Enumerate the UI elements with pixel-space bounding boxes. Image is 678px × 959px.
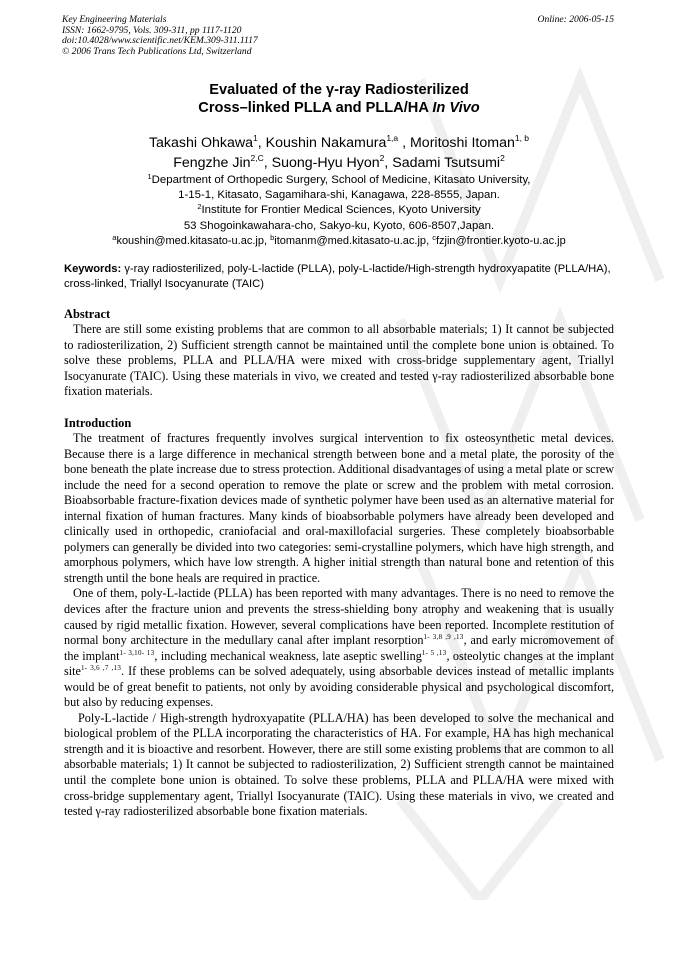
author-affil-mark: 1, b xyxy=(514,133,530,143)
author-affil-mark: 1 xyxy=(253,133,258,143)
author-line-1: Takashi Ohkawa$^1$, Koushin Nakamura$^{1,a}$ , Moritoshi Itoman$^{1, b}$ xyxy=(148,133,530,151)
author-line-2: Fengzhe Jin$^{2,C}$, Suong-Hyu Hyon$^2$, Sadami Tsutsumi$^2$ xyxy=(173,152,505,171)
paragraph-text: , osteolytic changes at the implant site xyxy=(64,648,615,679)
title-line-1: Evaluated of the γ-ray Radiosterilized xyxy=(209,82,469,98)
title-line-2-text: Cross–linked PLLA and PLLA/HA xyxy=(198,100,433,116)
abstract-heading: Abstract xyxy=(64,307,111,321)
affiliation-2-line-1 xyxy=(0,203,678,218)
author-affil-mark: 2 xyxy=(500,152,505,163)
author-name: Moritoshi Itoman xyxy=(409,135,515,151)
keywords-text: γ-ray radiosterilized, poly-L-lactide (PLLA), poly-L-lactide/High-strength hydroxyapatite (PLLA/HA), cross-linked, Triallyl Isocyanurate (TAIC) xyxy=(64,263,611,291)
author-name: Koushin Nakamura xyxy=(265,135,387,151)
introduction-body xyxy=(64,431,614,820)
author-name: Suong-Hyu Hyon xyxy=(271,154,380,171)
title-line-2 xyxy=(0,99,678,117)
paragraph-text: , including mechanical weakness, late aseptic swelling xyxy=(154,648,422,663)
author-name: Takashi Ohkawa xyxy=(148,135,254,151)
paper-title xyxy=(0,81,678,117)
title-in-vivo: In Vivo xyxy=(432,100,480,116)
copyright-line: © 2006 Trans Tech Publications Ltd, Switzerland xyxy=(62,45,252,57)
keywords xyxy=(64,262,615,293)
author-affil-mark: 2,C xyxy=(250,152,264,163)
email-address[interactable]: koushin@med.kitasato-u.ac.jp xyxy=(116,234,264,247)
online-date: Online: 2006-05-15 xyxy=(537,14,614,25)
intro-paragraph-2 xyxy=(64,586,614,710)
author-affil-mark: 1,a xyxy=(386,133,399,143)
journal-meta xyxy=(62,15,258,57)
doi-line: doi:10.4028/www.scientific.net/KEM.309-311.1117 xyxy=(62,35,258,47)
affiliation-text: Institute for Frontier Medical Sciences, Kyoto University xyxy=(201,204,481,217)
paragraph-text: , and early micromovement of the implant xyxy=(64,633,614,663)
email-address[interactable]: itomanm@med.kitasato-u.ac.jp xyxy=(274,234,427,247)
affiliations xyxy=(0,173,678,249)
abstract-body xyxy=(64,322,614,400)
citation-superscript: 1- 3,6 ,7 ,13 xyxy=(80,664,122,673)
email-mark: b xyxy=(270,232,275,242)
author-affil-mark: 2 xyxy=(379,152,385,163)
intro-paragraph-1: The treatment of fractures frequently involves surgical intervention to fix osteosynthetic metal devices. Because there is a large difference in mechanical strength between bone and a metal plate, the porosity of the bone beneath the plate increase due to stress protection. Additional disadvantages of using a metal plate or screw include the need for a second operation to remove the plate or screw and the problem with metal corrosion. Bioabsorbable fracture-fixation devices made of synthetic polymer have been used as an alternative material for internal fixation of human fractures. Many kinds of bioabsorbable polymers have already been developed and clinically used in orthopedic, craniofacial and oral-maxillofacial surgeries. These completely bioabsorbable polymers can generally be divided into two categories: semi-crystalline polymers, which have high strength, and amorphous polymers, which have low strength. A higher initial strength than natural bone and retention of this strength until the bone heals are required in practice. xyxy=(64,431,614,585)
email-address[interactable]: fzjin@frontier.kyoto-u.ac.jp xyxy=(435,234,566,247)
author-list xyxy=(0,134,678,173)
author-name: Fengzhe Jin xyxy=(173,154,251,171)
keywords-label: Keywords: xyxy=(64,263,122,275)
intro-paragraph-3: Poly-L-lactide / High-strength hydroxyapatite (PLLA/HA) has been developed to solve the mechanical and biological problem of the PLLA incorporating the characteristics of HA. For example, HA has high mechanical strength and it is bioactive and resorbent. However, there are still some existing problems that are common to all absorbable materials; 1) It cannot be subjected to radiosterilization, 2) Sufficient strength cannot be maintained until the complete bone union is obtained. To solve these problems, PLLA and PLLA/HA were mixed with cross-bridge supplementary agent, Triallyl Isocyanurate (TAIC). Using these materials in vivo, we created and tested γ-ray radiosterilized absorbable bone fixation materials. xyxy=(64,710,614,819)
author-name: Sadami Tsutsumi xyxy=(392,154,501,171)
email-mark: c xyxy=(432,232,436,242)
citation-superscript: 1- 3,8 ,9 ,13 xyxy=(423,633,464,642)
journal-name: Key Engineering Materials xyxy=(62,14,167,25)
issn-line: ISSN: 1662-9795, Vols. 309-311, pp 1117-1120 xyxy=(62,24,242,36)
introduction-heading: Introduction xyxy=(64,416,132,430)
email-mark: a xyxy=(112,232,117,242)
affiliation-text: Department of Orthopedic Surgery, School of Medicine, Kitasato University, xyxy=(151,174,531,186)
citation-superscript: 1- 3,10- 13 xyxy=(119,648,155,657)
paragraph-text: One of them, poly-L-lactide (PLLA) has been reported with many advantages. There is no need to remove the devices after the fracture union and prevents the stress-shielding bony atrophy and weakening that is usually caused by rigid metallic fixation. However, several complications have been reported. Incomplete restitution of normal bony architecture in the medullary canal after implant resorption xyxy=(64,586,614,648)
citation-superscript: 1- 5 ,13 xyxy=(421,648,447,657)
affiliation-1-line-1 xyxy=(0,173,678,188)
affiliation-1-line-2: 1-15-1, Kitasato, Sagamihara-shi, Kanagawa, 228-8555, Japan. xyxy=(178,189,500,202)
abstract-paragraph: There are still some existing problems that are common to all absorbable materials; 1) It cannot be subjected to radiosterilization, 2) Sufficient strength cannot be maintained until the complete bone union is obtained. To solve these problems, PLLA and PLLA/HA were mixed with cross-bridge supplementary agent, Triallyl Isocyanurate (TAIC). Using these materials in vivo, we created and tested γ-ray radiosterilized absorbable bone fixation materials. xyxy=(64,322,614,399)
affil-mark: 1 xyxy=(147,172,152,181)
paragraph-text: . If these problems can be solved adequately, using absorbable devices instead of metallic implants would be of great benefit to patients, not only by avoiding considerable physical and psychological discomfort, but also by reducing expenses. xyxy=(64,664,614,710)
affiliation-2-line-2: 53 Shogoinkawahara-cho, Sakyo-ku, Kyoto, 606-8507,Japan. xyxy=(183,219,495,232)
email-line: $^a$koushin@med.kitasato-u.ac.jp, $^b$itomanm@med.kitasato-u.ac.jp, $^c$fzjin@frontier.kyoto-u.ac.jp xyxy=(112,232,566,247)
affil-mark: 2 xyxy=(197,202,202,212)
